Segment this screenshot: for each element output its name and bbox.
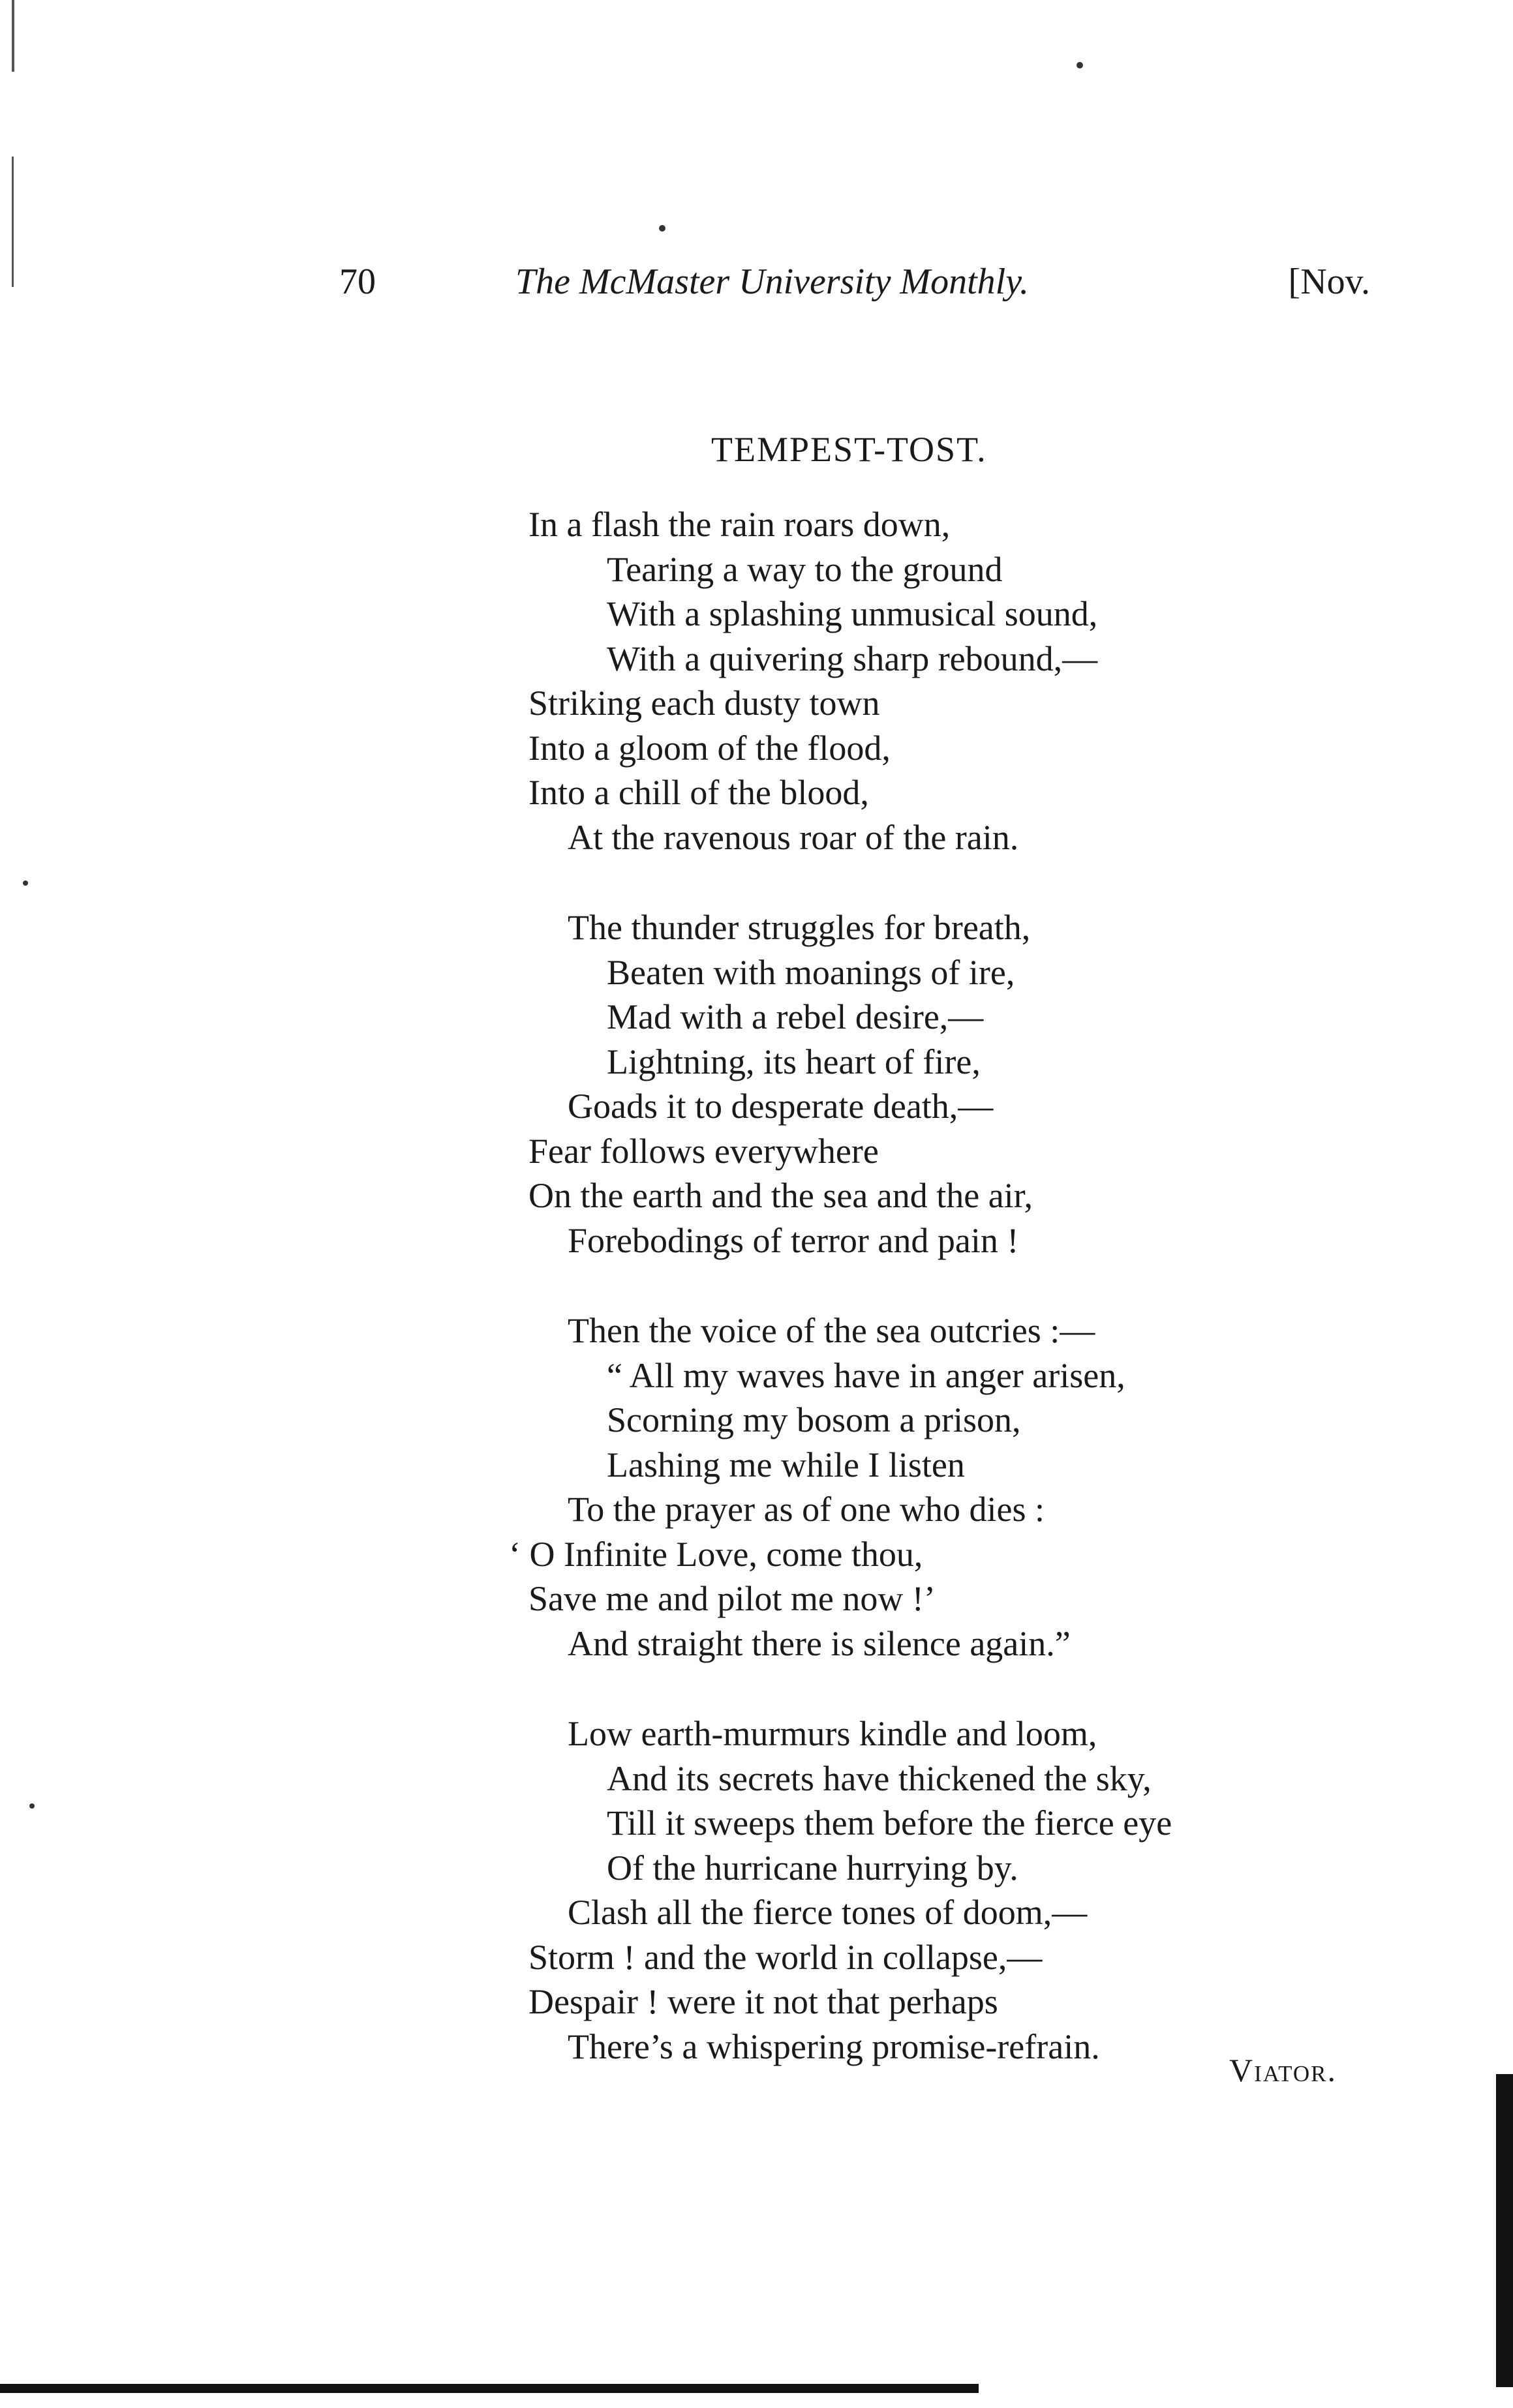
scan-bottom-rule xyxy=(0,2384,979,2393)
scan-margin-line xyxy=(12,0,14,72)
poem-line: ‘ O Infinite Love, come thou, xyxy=(509,1534,923,1574)
poem-line: Forebodings of terror and pain ! xyxy=(568,1220,1019,1260)
poem-line: Low earth-murmurs kindle and loom, xyxy=(568,1714,1097,1753)
poem-line: With a quivering sharp rebound,— xyxy=(607,639,1098,678)
poem-line: There’s a whispering promise-refrain. xyxy=(568,2026,1100,2066)
stanza xyxy=(0,1711,1513,2069)
poem-line: Till it sweeps them before the fierce eye xyxy=(607,1803,1172,1843)
author-signature: Viator. xyxy=(1229,2052,1337,2088)
poem-line: Into a gloom of the flood, xyxy=(528,728,891,768)
poem-body xyxy=(0,502,1513,2115)
poem-line: At the ravenous roar of the rain. xyxy=(568,817,1019,857)
scan-speck xyxy=(1077,62,1083,68)
poem-line: Lashing me while I listen xyxy=(607,1445,965,1484)
poem-line: With a splashing unmusical sound, xyxy=(607,594,1098,633)
poem-line: Tearing a way to the ground xyxy=(607,549,1003,589)
page-number: 70 xyxy=(339,262,376,302)
poem-line: Goads it to desperate death,— xyxy=(568,1087,994,1126)
poem-line: Scorning my bosom a prison, xyxy=(607,1400,1021,1439)
poem-line: Storm ! and the world in collapse,— xyxy=(528,1937,1043,1977)
poem-line: Of the hurricane hurrying by. xyxy=(607,1848,1018,1888)
poem-line: Lightning, its heart of fire, xyxy=(607,1042,981,1081)
running-title: The McMaster University Monthly. xyxy=(515,262,1029,302)
poem-line: Into a chill of the blood, xyxy=(528,773,869,812)
poem-line: Despair ! were it not that perhaps xyxy=(528,1982,998,2021)
stanza xyxy=(0,502,1513,860)
poem-line: On the earth and the sea and the air, xyxy=(528,1176,1033,1215)
poem-line: Striking each dusty town xyxy=(528,684,880,723)
poem-line: To the prayer as of one who dies : xyxy=(568,1490,1045,1529)
scan-edge-bar xyxy=(1496,2074,1513,2387)
stanza xyxy=(0,905,1513,1263)
stanza xyxy=(0,1308,1513,1666)
poem-line: The thunder struggles for breath, xyxy=(568,908,1031,947)
running-header xyxy=(339,261,1370,313)
poem-title: TEMPEST-TOST. xyxy=(711,430,987,469)
scan-speck xyxy=(659,225,665,232)
poem-line: Then the voice of the sea outcries :— xyxy=(568,1311,1095,1350)
scan-margin-line xyxy=(12,157,14,287)
poem-line: Beaten with moanings of ire, xyxy=(607,952,1015,992)
poem-line: Save me and pilot me now !’ xyxy=(528,1579,936,1618)
poem-line: Clash all the fierce tones of doom,— xyxy=(568,1893,1088,1932)
poem-line: In a flash the rain roars down, xyxy=(528,505,951,544)
poem-line: And its secrets have thickened the sky, xyxy=(607,1758,1152,1798)
header-month: [Nov. xyxy=(1288,262,1370,302)
poem-line: Fear follows everywhere xyxy=(528,1131,879,1171)
poem-line: And straight there is silence again.” xyxy=(568,1623,1071,1663)
poem-line: Mad with a rebel desire,— xyxy=(607,997,984,1036)
poem-line: “ All my waves have in anger arisen, xyxy=(607,1355,1125,1395)
